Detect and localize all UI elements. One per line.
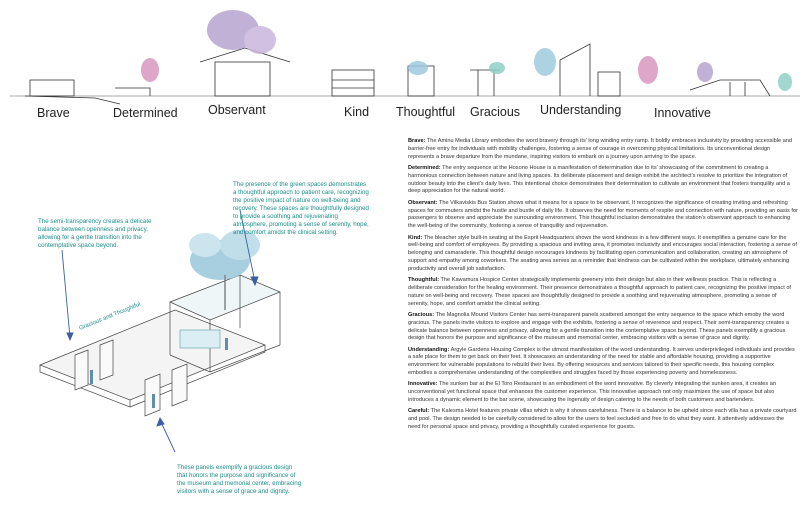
term-determined: Determined: [408,164,441,171]
description-text: The Magnolia Mound Visitors Center has semi-transparent panels scattered amongst the entry sequence to the space which emoby the word gracious. The panels invite visitors to explore and engage with the exhibits, fostering a sense of reverence and respect. Their semi-transparency creates a delicate balance between openness and privacy, allowing for a gentle transition into the contemplative space beyond. These panels exemplify a gracious design that honors the purpose and significance of the museum and memorial center, embracing visitors with a sense of grace and dignity. [408,311,789,342]
description-item [408,138,798,161]
caption-green-spaces: The presence of the green spaces demonstrates a thoughtful approach to patient care, recognizing the positive impact of nature on well-being and recovery. These spaces are thoughtfully designed to provide a soothing and rejuvenating atmosphere, promoting a sense of serenity, hope, and comfort amidst the clinical setting. [233,181,369,236]
word-kind: Kind [344,105,370,119]
term-careful: Careful: [408,408,430,415]
description-item [408,165,798,196]
description-item [408,312,798,343]
word-brave: Brave [37,106,70,120]
term-brave: Brave: [408,138,426,144]
diagram-label: Gracious and Thoughtful [78,301,142,332]
word-gracious: Gracious [470,105,521,119]
description-text: Argyle Gardens Housing Complex is the utmost manifestation of the word understanding. It serves underprivileged individuals and provides a safe place for them to get back on their feet. It showcases an understanding of the need for stable and affordable housing, providing a supportive environment for vulnerable populations to rebuild their lives. By offering resources and services tailored to their specific needs, this housing complex embodies a comprehensive understanding of the complexities and struggles faced by those experiencing poverty and homelessness. [408,346,795,377]
description-item [408,235,798,274]
caption-semi-transparency: The semi-transparency creates a delicate balance between openness and privacy, allowing for a gentle transition into the contemplative space beyond. [38,218,152,249]
description-item [408,347,798,378]
term-thoughtful: Thoughtful: [408,277,440,284]
term-gracious: Gracious: [408,311,435,318]
description-text: The Vilkaviskis Bus Station shows what it means for a space to be observant. It recognizes the significance of creating inviting and refreshing spaces for commuters amidst the hustle and bustle of daily life. It observes the need for moments of respite and connection with nature, providing an oasis for passengers to observe and appreciate the surrounding environment. This thoughtful inclusion demonstrates the station's observant approach to enhancing the well-being of the community, fostering a sense of tranquility and rejuvenation. [408,199,798,230]
description-text: The Kalesma Hotel features private villas which is why it shows carefulness. There is a balance to be upheld since each villa has a private courtyard and pool. The design needed to be carefully considered to allow for the users to feel secluded and free to do what they want. It attentively addresses the need for personal space and privacy, providing a thoughtfully curated experience for guests. [408,408,797,431]
description-text: The Kawamura Hospice Center strategically implements greenery into their design but also in their wellness practice. This is reflecting a deliberate consideration for the healing environment. Their presence demonstrates a thoughtful approach to patient care, recognizing the positive impact of nature on well-being and recovery. These spaces are thoughtfully designed to provide a soothing and rejuvenating atmosphere, promoting a sense of serenity, hope, and comfort amidst the clinical setting. [408,277,791,307]
word-observant: Observant [208,103,266,117]
word-understanding: Understanding [540,103,622,117]
description-item [408,408,798,431]
term-understanding: Understanding: [408,346,450,353]
word-thoughtful: Thoughtful [396,105,456,119]
description-item [408,200,798,231]
term-observant: Observant: [408,199,438,206]
term-kind: Kind: [408,234,423,241]
description-item [408,381,798,404]
caption-panels: These panels exemplify a gracious design that honors the purpose and significance of the museum and memorial center, embracing visitors with a sense of grace and dignity. [177,464,302,495]
tree-icon [141,10,792,91]
description-text: The bleacher style built-in seating at the Esprit Headquarters shows the word kindness in a few different ways. It exemplifies a genuine care for the well-being and comfort of employees. By providing a spacious and inviting area, it promotes inclusivity and encourages social interaction, fostering a sense of belonging and camaraderie. This thoughtful design encourages kindness by facilitating open communication and collaboration, creating an atmosphere of support and empathy among coworkers. The seating area serves as a reminder that kindness can be cultivated within the workplace, ultimately enhancing productivity and overall job satisfaction. [408,234,797,272]
description-text: The Aminu Media Library embodies the word bravery through its' long winding entry ramp. It boldly embraces inclusivity by providing accessible and barrier-free entry for individuals with mobility challenges, fostering a sense of courage in overcoming physical limitations. Its unconventional design represents a brave departure from the mundane, inspiring visitors to embark on a journey upon arriving to the space. [408,138,793,160]
term-innovative: Innovative: [408,381,438,388]
description-item [408,277,798,308]
word-innovative: Innovative [654,106,711,120]
description-text: The sunken bar at the El Toro Restaurant is an embodiment of the word innovative. By cleverly integrating the sunken area, it creates an unconventional yet functional space that enhances the customer experience. This innovative approach not only maximizes the use of space but also introduces a dynamic element to the bar scene, showcasing the ingenuity of design catering to the needs of both customers and bartenders. [408,381,776,404]
word-determined: Determined [113,106,178,120]
description-list [408,138,798,435]
description-text: The entry sequence at the Hosono House is a manifestation of determination due to its' showcasing of the commitment to creating a harmonious connection between nature and living spaces. Its deliberate placement and design exhibit the architect's resolve to prioritize the integration of outdoor beauty into the client's daily lives. This intentional choice demonstrates their determination to cultivate an environment that fosters tranquility and a deep appreciation for the natural world. [408,164,790,195]
